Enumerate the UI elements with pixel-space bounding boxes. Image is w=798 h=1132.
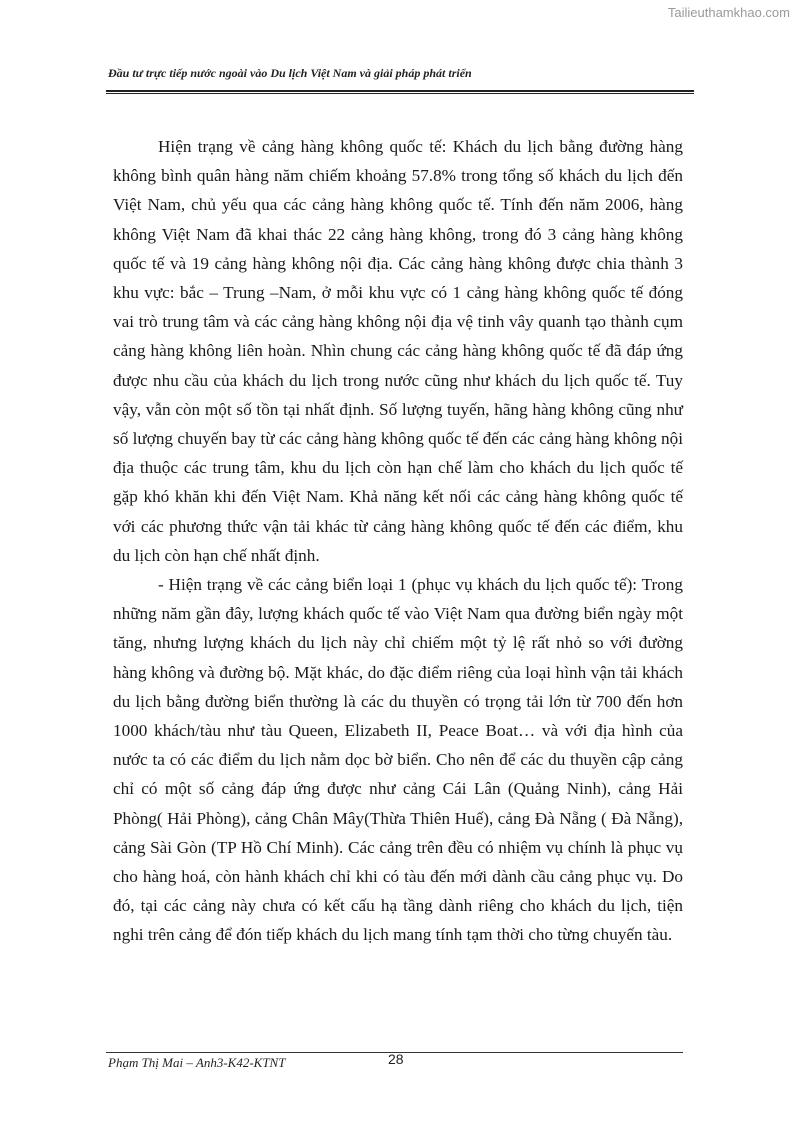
header-divider	[106, 90, 694, 92]
running-header: Đầu tư trực tiếp nước ngoài vào Du lịch Việt Nam và giải pháp phát triển	[108, 66, 472, 80]
footer-author: Phạm Thị Mai – Anh3-K42-KTNT	[108, 1055, 286, 1070]
paragraph-seaports: - Hiện trạng về các cảng biển loại 1 (phục vụ khách du lịch quốc tế): Trong những năm gần đây, lượng khách quốc tế vào Việt Nam qua đường biển ngày một tăng, nhưng lượng khách du lịch này chỉ chiếm một tỷ lệ rất nhỏ so với đường hàng không và đường bộ. Mặt khác, do đặc điểm riêng của loại hình vận tải khách du lịch bằng đường biển thường là các du thuyền có trọng tải lớn từ 700 đến hơn 1000 khách/tàu như tàu Queen, Elizabeth II, Peace Boat… và với địa hình của nước ta có các điểm du lịch nằm dọc bờ biển. Cho nên để các du thuyền cập cảng chỉ có một số cảng đáp ứng được như cảng Cái Lân (Quảng Ninh), cảng Hải Phòng( Hải Phòng), cảng Chân Mây(Thừa Thiên Huế), cảng Đà Nẵng ( Đà Nẵng), cảng Sài Gòn (TP Hồ Chí Minh). Các cảng trên đều có nhiệm vụ chính là phục vụ cho hàng hoá, còn hành khách chỉ khi có tàu đến mới dành cầu cảng phục vụ. Do đó, tại các cảng này chưa có kết cấu hạ tầng dành riêng cho khách du lịch, tiện nghi trên cảng để đón tiếp khách du lịch mang tính tạm thời cho từng chuyến tàu.	[113, 575, 683, 945]
header-divider-thin	[106, 93, 694, 94]
page-number: 28	[388, 1051, 404, 1067]
watermark: Tailieuthamkhao.com	[667, 5, 790, 20]
paragraph-airports: Hiện trạng về cảng hàng không quốc tế: Khách du lịch bằng đường hàng không bình quân hàng năm chiếm khoảng 57.8% trong tổng số khách du lịch đến Việt Nam, chủ yếu qua các cảng hàng không quốc tế. Tính đến năm 2006, hàng không Việt Nam đã khai thác 22 cảng hàng không, trong đó 3 cảng hàng không quốc tế và 19 cảng hàng không nội địa. Các cảng hàng không được chia thành 3 khu vực: bắc – Trung –Nam, ở mỗi khu vực có 1 cảng hàng không quốc tế đóng vai trò trung tâm và các cảng hàng không nội địa vệ tinh vây quanh tạo thành cụm cảng hàng không liên hoàn. Nhìn chung các cảng hàng không quốc tế đã đáp ứng được nhu cầu của khách du lịch trong nước cũng như khách du lịch quốc tế. Tuy vậy, vẫn còn một số tồn tại nhất định. Số lượng tuyến, hãng hàng không cũng như số lượng chuyến bay từ các cảng hàng không quốc tế đến các cảng hàng không nội địa thuộc các trung tâm, khu du lịch còn hạn chế làm cho khách du lịch quốc tế gặp khó khăn khi đến Việt Nam. Khả năng kết nối các cảng hàng không quốc tế với các phương thức vận tải khác từ cảng hàng không quốc tế đến các điểm, khu du lịch còn hạn chế nhất định.	[113, 137, 683, 565]
page-body	[113, 132, 683, 950]
